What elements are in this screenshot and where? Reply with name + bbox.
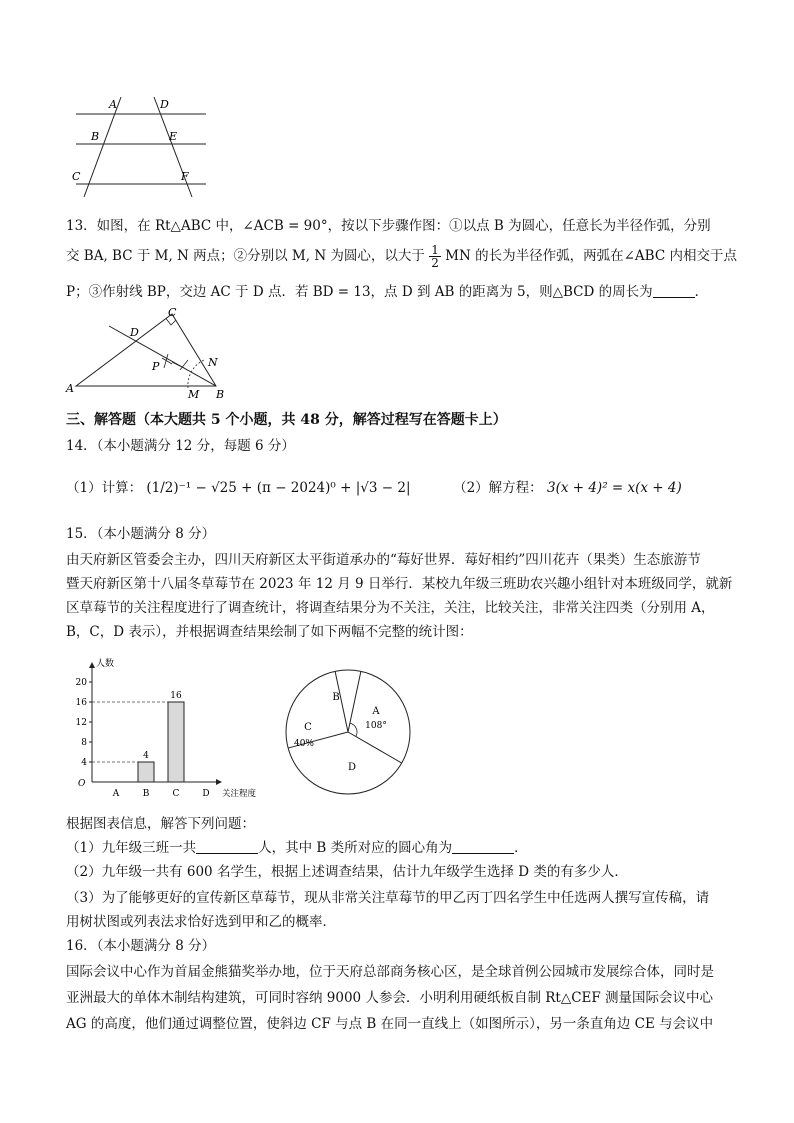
q13-line3 xyxy=(66,282,746,302)
fig12-parallel-lines xyxy=(66,92,216,202)
pie-chart xyxy=(276,664,426,804)
q16-header: 16．（本小题满分 8 分） xyxy=(66,938,216,954)
q13-line1: 13．如图，在 Rt△ABC 中，∠ACB = 90°，按以下步骤作图：①以点 B 为圆心，任意长为半径作弧，分别 xyxy=(66,218,711,234)
fig12-label-e: E xyxy=(169,130,178,143)
pie-slice-label: D xyxy=(347,762,357,773)
q16-p3: AG 的高度，他们通过调整位置，使斜边 CF 与点 B 在同一直线上（如图所示），另一条直角边 CE 与会议中 xyxy=(66,1016,714,1032)
bar-category-label: C xyxy=(172,789,180,799)
q14-part1-expr: (1/2)⁻¹ − √25 + (π − 2024)⁰ + |√3 − 2| xyxy=(146,480,411,496)
q15-p3: 区草莓节的关注程度进行了调查统计，将调查结果分为不关注，关注，比较关注，非常关注四类（分别用 A， xyxy=(66,600,715,616)
q13-line3-end: ． xyxy=(694,284,709,300)
bar-ytick-label: 16 xyxy=(75,698,87,708)
q15-q1-b: 人，其中 B 类所对应的圆心角为 xyxy=(258,840,453,856)
q15-q3-b: 用树状图或列表法求恰好选到甲和乙的概率． xyxy=(66,914,336,930)
fig13-triangle xyxy=(64,304,234,404)
q15-q1-blank2[interactable] xyxy=(452,839,514,854)
section3-title: 三、解答题（本大题共 5 个小题，共 48 分，解答过程写在答题卡上） xyxy=(66,412,507,428)
bar-x-label: 关注程度 xyxy=(222,789,257,799)
pie-slice-label: A xyxy=(372,706,380,717)
q16-p1: 国际会议中心作为首届金熊猫奖举办地，位于天府总部商务核心区，是全球首例公园城市发展综合体，同时是 xyxy=(66,964,714,980)
q13-answer-blank[interactable] xyxy=(653,283,695,298)
bar xyxy=(168,702,184,782)
fig13-label-m: M xyxy=(188,388,200,401)
q14-part2-label: （2）解方程： xyxy=(453,480,543,496)
q13-line3-text: P；③作射线 BP，交边 AC 于 D 点．若 BD = 13，点 D 到 AB 的距离为 5，则△BCD 的周长为 xyxy=(66,284,653,300)
q14-parts xyxy=(66,478,746,498)
q16-p2: 亚洲最大的单体木制结构建筑，可同时容纳 9000 人参会．小明利用硬纸板自制 Rt△CEF 测量国际会议中心 xyxy=(66,990,714,1006)
fig12-label-b: B xyxy=(91,130,100,143)
pie-slice-annotation: 40% xyxy=(293,739,315,749)
q15-p1: 由天府新区管委会主办，四川天府新区太平街道承办的“莓好世界．莓好相约”四川花卉（果类）生态旅游节 xyxy=(66,552,701,568)
bar xyxy=(138,762,154,782)
q13-line2 xyxy=(66,244,746,269)
fig12-label-a: A xyxy=(109,98,117,111)
fig12-label-f: F xyxy=(181,170,189,183)
bar-value-label: 16 xyxy=(170,691,182,701)
pie-slice-label: B xyxy=(332,692,340,703)
q15-header: 15．（本小题满分 8 分） xyxy=(66,526,216,542)
fig13-label-p: P xyxy=(152,360,160,373)
fig13-label-b: B xyxy=(216,388,225,401)
q15-q3-a: （3）为了能够更好的宣传新区草莓节，现从非常关注草莓节的甲乙丙丁四名学生中任选两人撰写宣传稿，请 xyxy=(66,890,710,906)
fig13-label-a: A xyxy=(66,382,74,395)
fig13-label-n: N xyxy=(208,356,218,369)
fig13-label-d: D xyxy=(130,326,139,339)
bar-category-label: A xyxy=(112,789,120,799)
bar-category-label: B xyxy=(142,789,150,799)
fig13-label-c: C xyxy=(168,306,177,319)
q13-frac-den: 2 xyxy=(431,256,439,270)
q14-part2-expr: 3(x + 4)² = x(x + 4) xyxy=(546,480,682,496)
q15-p2: 暨天府新区第十八届冬草莓节在 2023 年 12 月 9 日举行．某校九年级三班助农兴趣小组针对本班级同学，就新 xyxy=(66,576,733,592)
q14-header: 14．（本小题满分 12 分，每题 6 分） xyxy=(66,438,295,454)
bar-chart xyxy=(66,654,276,804)
bar-y-label: 人数 xyxy=(96,659,115,669)
q15-q2: （2）九年级一共有 600 名学生，根据上述调查结果，估计九年级学生选择 D 类的有多少人． xyxy=(66,864,628,880)
pie-slice-edge xyxy=(348,732,402,763)
bar-ytick-label: 12 xyxy=(75,718,87,728)
bar-x-axis-arrow xyxy=(216,779,222,785)
q15-p4: B，C，D 表示），并根据调查结果绘制了如下两幅不完整的统计图： xyxy=(66,624,473,640)
bar-category-label: D xyxy=(202,789,210,799)
q13-frac-num: 1 xyxy=(431,243,439,257)
bar-ytick-label: 20 xyxy=(75,678,87,688)
bar-origin-label: O xyxy=(78,779,86,789)
fig12-label-c: C xyxy=(72,170,81,183)
bar-ytick-label: 8 xyxy=(81,738,87,748)
q14-part1-label: （1）计算： xyxy=(66,480,143,496)
pie-slice-label: C xyxy=(304,722,312,733)
pie-slice-annotation: 108° xyxy=(365,721,387,731)
q15-q1-blank1[interactable] xyxy=(196,839,258,854)
q13-fraction xyxy=(429,244,441,269)
q13-line2-b: MN 的长为半径作弧，两弧在∠ABC 内相交于点 xyxy=(445,248,737,264)
pie-angle-arc xyxy=(350,723,357,736)
bar-ytick-label: 4 xyxy=(81,758,87,768)
q15-q1 xyxy=(66,838,746,858)
q15-after: 根据图表信息，解答下列问题： xyxy=(66,816,255,832)
q15-q1-a: （1）九年级三班一共 xyxy=(66,840,197,856)
q13-line2-a: 交 BA, BC 于 M, N 两点；②分别以 M, N 为圆心，以大于 xyxy=(66,248,425,264)
bar-value-label: 4 xyxy=(143,751,149,761)
fig12-label-d: D xyxy=(160,98,169,111)
q15-q1-c: ． xyxy=(514,840,528,856)
bar-y-axis-arrow xyxy=(89,662,95,668)
